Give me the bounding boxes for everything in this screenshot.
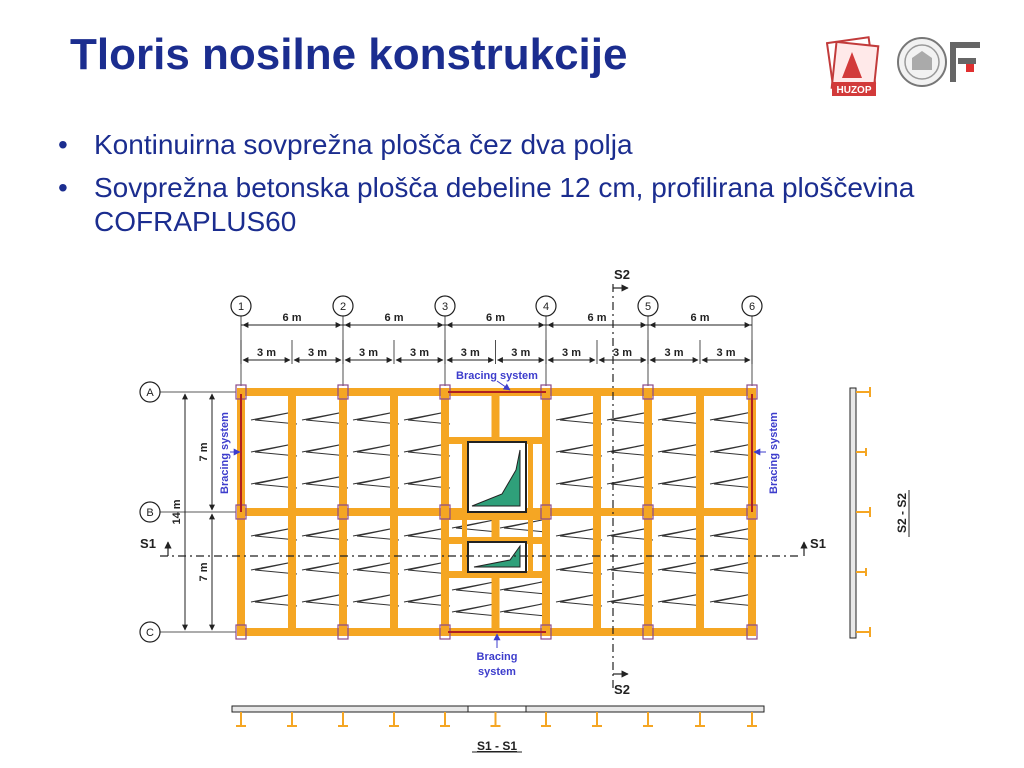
grid-axis-label: B	[146, 507, 154, 519]
grid-axis-label: C	[146, 627, 154, 639]
bay-span-label: 6 m	[587, 312, 607, 324]
beam-vertical	[542, 388, 550, 636]
vertical-span-label: 7 m	[198, 442, 210, 462]
vertical-span-label: 7 m	[198, 562, 210, 582]
huzop-logo-text: HUZOP	[836, 85, 872, 96]
section-s2-drawing	[850, 387, 870, 638]
grid-axis-label: 6	[748, 301, 756, 313]
slab-hatch	[452, 582, 498, 594]
beam-vertical	[441, 388, 449, 636]
bracing-label-right: Bracing system	[768, 412, 780, 494]
slide-title: Tloris nosilne konstrukcije	[70, 30, 628, 79]
section-title-s1: S1 - S1	[476, 739, 518, 753]
grid-axis-label: 1	[237, 301, 245, 313]
bracing-label-left: Bracing system	[219, 412, 231, 494]
grid-axis-label: 5	[644, 301, 652, 313]
dimension-lines	[241, 312, 752, 364]
bullet-text: Kontinuirna sovprežna plošča čez dva polja	[94, 129, 633, 160]
bracing-label-bottom-1: Bracing	[476, 651, 518, 663]
sub-span-label: 3 m	[359, 347, 378, 359]
section-label-s2-top: S2	[614, 267, 630, 282]
sub-span-label: 3 m	[460, 347, 480, 359]
beam-vertical	[593, 388, 601, 636]
bay-span-label: 6 m	[690, 312, 710, 324]
sub-span-label: 3 m	[410, 347, 429, 359]
bay-span-label: 6 m	[282, 312, 302, 324]
beam-vertical	[288, 388, 296, 636]
beam-vertical	[696, 388, 704, 636]
section-title-s2: S2 - S2	[895, 492, 909, 534]
sub-span-label: 3 m	[257, 347, 276, 359]
sub-span-label: 3 m	[664, 347, 684, 359]
beam-vertical	[339, 388, 347, 636]
slab-hatch	[500, 520, 546, 532]
grid-axis-label: 4	[542, 301, 550, 313]
bullet-marker: •	[58, 172, 68, 203]
sub-span-label: 3 m	[613, 347, 632, 359]
sub-span-label: 3 m	[562, 347, 581, 359]
bay-span-label: 6 m	[384, 312, 404, 324]
bracing-label-top: Bracing system	[456, 370, 538, 382]
beam-vertical	[390, 388, 398, 636]
section-label-s1-left: S1	[140, 536, 156, 551]
core-openings	[468, 442, 526, 572]
slab-hatch	[500, 604, 546, 616]
grid-axis-label: 2	[339, 301, 347, 313]
bullet-text: Sovprežna betonska plošča debeline 12 cm, profilirana ploščevina COFRAPLUS60	[94, 172, 915, 237]
slab-hatch	[500, 582, 546, 594]
sub-span-label: 3 m	[511, 347, 531, 359]
grid-axis-label: 3	[441, 301, 449, 313]
beam-vertical	[644, 388, 652, 636]
bay-span-label: 6 m	[486, 312, 505, 324]
sub-span-label: 3 m	[308, 347, 327, 359]
section-label-s1-right: S1	[810, 536, 826, 551]
section-label-s2-bottom: S2	[614, 682, 630, 697]
bullet-marker: •	[58, 129, 68, 160]
grid-axis-label: A	[146, 387, 154, 399]
section-s1-drawing	[232, 706, 764, 726]
slab-hatch	[452, 604, 498, 616]
total-height-label: 14 m	[171, 499, 183, 525]
sub-span-label: 3 m	[716, 347, 736, 359]
bracing-label-bottom-2: system	[478, 666, 516, 678]
slab-hatch	[452, 520, 498, 532]
